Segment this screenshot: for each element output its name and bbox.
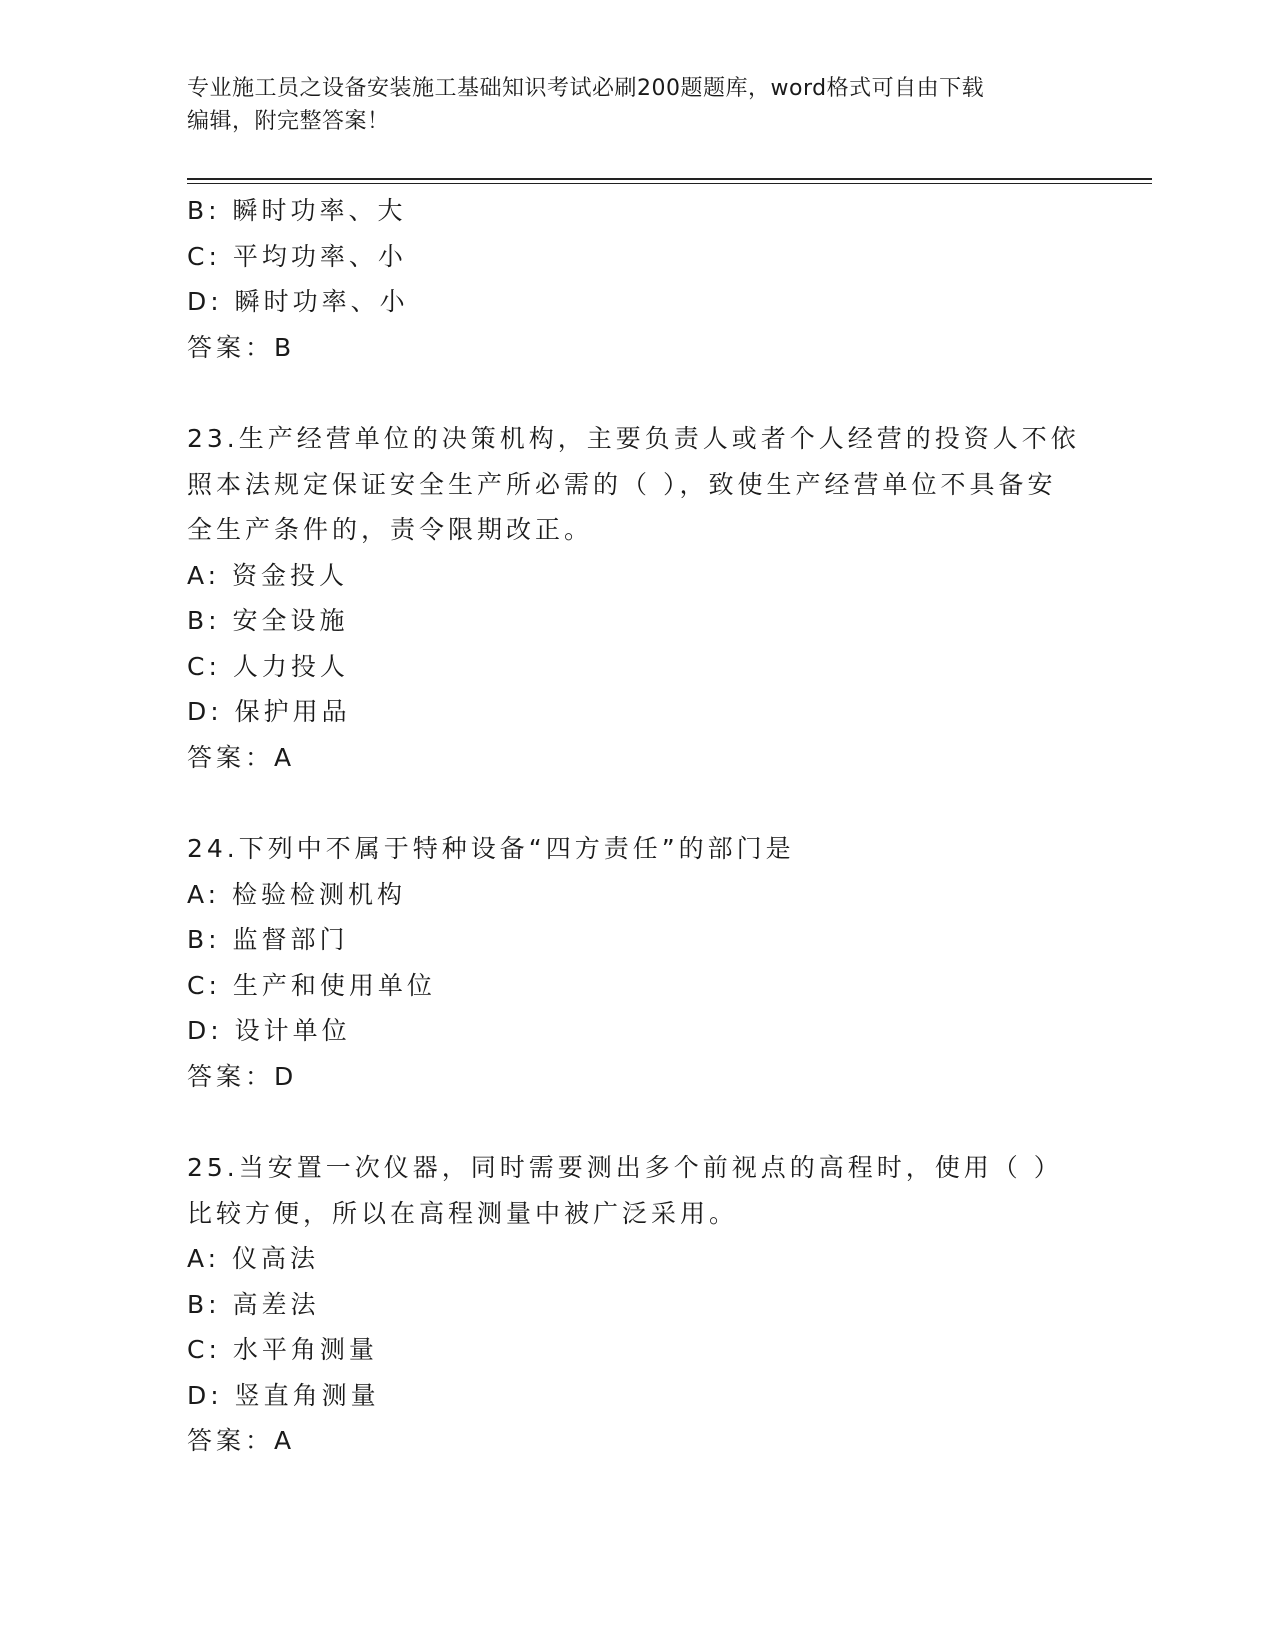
prev-question-tail [187,188,1087,370]
option-c: C: 水平角测量 [187,1335,378,1364]
question-stem-line: 23.生产经营单位的决策机构，主要负责人或者个人经营的投资人不依 [187,424,1080,453]
document-header [187,72,1067,138]
answer: 答案：A [187,1426,296,1455]
option-a: A: 仪高法 [187,1244,320,1273]
question-stem-line: 比较方便，所以在高程测量中被广泛采用。 [187,1198,739,1228]
option-a: A: 资金投人 [187,560,349,590]
header-rule-thin [187,183,1152,184]
question-stem-line: 24.下列中不属于特种设备“四方责任”的部门是 [187,834,795,863]
option-c: C: 生产和使用单位 [187,970,436,1000]
question-23 [187,416,1087,780]
option-c: C: 人力投人 [187,651,349,681]
question-stem-line: 全生产条件的，责令限期改正。 [187,515,594,544]
option-c: C: 平均功率、小 [187,241,407,271]
answer: 答案：D [187,1061,298,1091]
option-d: D: 瞬时功率、小 [187,287,409,316]
header-title-line-2: 编辑，附完整答案！ [187,109,390,134]
option-d: D: 设计单位 [187,1016,351,1045]
header-title-line-1: 专业施工员之设备安装施工基础知识考试必刷200题题库，word格式可自由下载 [187,76,985,101]
option-b: B: 安全设施 [187,606,349,635]
option-d: D: 竖直角测量 [187,1380,380,1410]
answer: 答案：A [187,742,296,772]
option-b: B: 瞬时功率、大 [187,196,407,225]
question-stem-line: 25.当安置一次仪器，同时需要测出多个前视点的高程时，使用（ ） [187,1153,1063,1182]
header-rule-thick [187,178,1152,180]
question-stem-line: 照本法规定保证安全生产所必需的（ ），致使生产经营单位不具备安 [187,469,1057,499]
question-25 [187,1145,1087,1464]
question-content [187,188,1087,1464]
option-b: B: 高差法 [187,1289,320,1319]
option-a: A: 检验检测机构 [187,879,407,909]
option-d: D: 保护用品 [187,697,351,726]
question-24 [187,826,1087,1099]
option-b: B: 监督部门 [187,925,349,954]
answer: 答案：B [187,332,296,362]
